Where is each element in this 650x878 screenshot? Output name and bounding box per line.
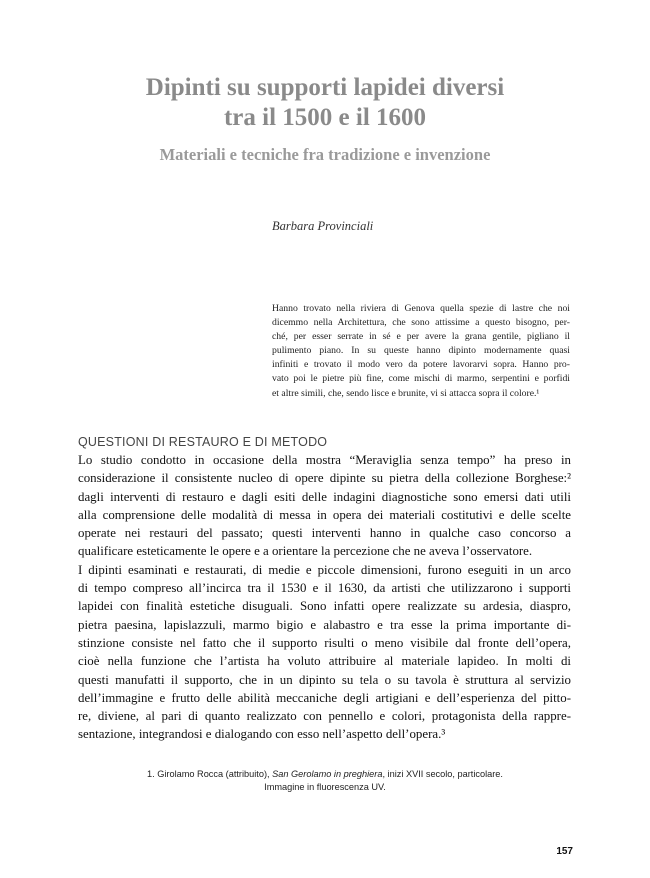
body-line: re, diviene, al pari di quanto realizzato con pennello e colori, protagonista della rappre- bbox=[78, 709, 571, 724]
epigraph-line: dicemmo nella Architettura, che sono attissime a questo bisogno, per- bbox=[272, 317, 570, 329]
body-line: sentazione, integrandosi e dialogando con esso nell’aspetto dell’opera.³ bbox=[78, 727, 446, 742]
page-number: 157 bbox=[556, 846, 573, 857]
body-paragraph bbox=[78, 451, 571, 744]
body-line: di tempo compreso all’incirca tra il 1530 e il 1630, da artisti che utilizzarono i supporti bbox=[78, 581, 571, 596]
body-line: questi manufatti il supporto, che in un dipinto su tela o su tavola è struttura al servizio bbox=[78, 672, 571, 687]
caption-artwork-title: San Gerolamo in preghiera bbox=[272, 769, 383, 779]
body-line: alla comprensione delle modalità di messa in opera dei materiali costitutivi e delle scelte bbox=[78, 507, 571, 522]
body-line: cioè nella funzione che l’artista ha voluto attribuire al materiale lapideo. In molti di bbox=[78, 654, 571, 669]
body-line: dell’immagine e frutto delle abilità meccaniche degli artigiani e dell’esperienza del pitto- bbox=[78, 690, 571, 705]
body-line: qualificare esteticamente le opere e a orientare la percezione che ne aveva l’osservatore. bbox=[78, 544, 533, 559]
body-line: stinzione consiste nel fatto che il supporto risulti o meno visibile dal fronte dell’opera, bbox=[78, 635, 571, 650]
epigraph-line: Hanno trovato nella riviera di Genova quella spezie di lastre che noi bbox=[272, 303, 570, 314]
body-line: Lo studio condotto in occasione della mostra “Meraviglia senza tempo” ha preso in bbox=[78, 453, 571, 467]
epigraph-line: ché, per esser serrate in sé e per avere la grana gentile, pigliano il bbox=[272, 331, 570, 343]
body-line: I dipinti esaminati e restaurati, di medie e piccole dimensioni, furono eseguiti in un arco bbox=[78, 562, 571, 577]
caption-line-2: Immagine in fluorescenza UV. bbox=[264, 782, 386, 792]
body-line: pietra paesina, lapislazzuli, marmo bigio e alabastro e tra esse la prima importante di- bbox=[78, 617, 571, 632]
epigraph-line: et altre simili, che, sendo lisce e brunite, vi si attacca sopra il colore.¹ bbox=[272, 387, 540, 399]
chapter-title-line-1: Dipinti su supporti lapidei diversi bbox=[145, 74, 505, 101]
epigraph-line: pulimento piano. In su queste hanno dipinto modernamente quasi bbox=[272, 345, 570, 357]
caption-prefix: 1. Girolamo Rocca (attribuito), bbox=[147, 769, 273, 779]
body-line: lapidei con finalità estetiche disuguali. Sono infatti opere realizzate su ardesia, diaspro, bbox=[78, 599, 571, 614]
epigraph-line: vato poi le pietre più fine, come mischi di marmo, serpentini e porfidi bbox=[272, 373, 570, 385]
caption-suffix: , inizi XVII secolo, particolare. bbox=[382, 769, 503, 779]
body-line: dagli interventi di restauro e dagli esiti delle indagini diagnostiche sono emersi dati utili bbox=[78, 489, 571, 504]
section-heading: QUESTIONI DI RESTAURO E DI METODO bbox=[78, 435, 328, 449]
chapter-title-line-2: tra il 1500 e il 1600 bbox=[223, 104, 427, 131]
chapter-subtitle: Materiali e tecniche fra tradizione e invenzione bbox=[159, 145, 491, 164]
epigraph-quote bbox=[272, 302, 570, 401]
epigraph-line: infiniti e trovato il modo vero da potere lavorarvi sopra. Hanno pro- bbox=[272, 359, 570, 371]
body-line: considerazione il consistente nucleo di opere dipinte su pietra della collezione Borghese:² bbox=[78, 471, 571, 486]
author-name: Barbara Provinciali bbox=[272, 219, 374, 233]
body-line: operate nei restauri del passato; questi interventi hanno in qualche caso concorso a bbox=[78, 526, 571, 541]
figure-caption bbox=[0, 768, 650, 794]
caption-line-1 bbox=[0, 768, 650, 781]
